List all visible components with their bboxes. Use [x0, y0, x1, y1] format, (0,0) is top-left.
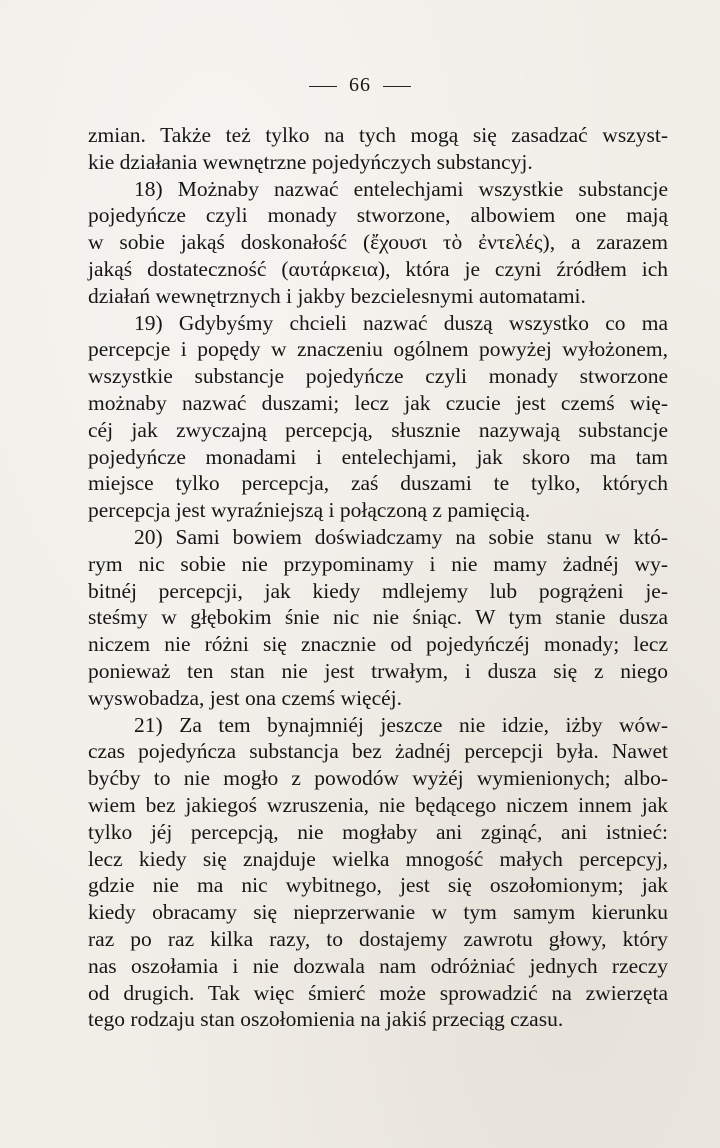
text-line: 18) Możnaby nazwać entelechjami wszystkie substancje	[134, 176, 668, 201]
text-line: 20) Sami bowiem doświadczamy na sobie stanu w któ-	[134, 524, 668, 549]
text-line: byćby to nie mogło z powodów wyżéj wymienionych; albo-	[88, 766, 668, 791]
text-line: jakąś dostateczność (αυτάρκεια), która je czyni źródłem ich	[88, 256, 668, 281]
text-line: możnaby nazwać duszami; lecz jak czucie jest czemś wię-	[88, 390, 668, 415]
text-line: lecz kiedy się znajduje wielka mnogość małych percepcyj,	[88, 846, 668, 871]
body-text	[88, 122, 668, 1033]
text-line: działań wewnętrznych i jakby bezcielesnymi automatami.	[88, 283, 586, 308]
text-line: nas oszołamia i nie dozwala nam odróżniać jednych rzeczy	[88, 953, 668, 978]
header-dash-right	[383, 86, 411, 87]
text-line: gdzie nie ma nic wybitnego, jest się oszołomionym; jak	[88, 873, 668, 898]
text-line: wyswobadza, jest ona czemś więcéj.	[88, 685, 403, 710]
text-line: bitnéj percepcji, jak kiedy mdlejemy lub pogrążeni je-	[88, 578, 668, 603]
page-number: 66	[349, 74, 371, 96]
text-line: 19) Gdybyśmy chcieli nazwać duszą wszystko co ma	[134, 310, 668, 335]
text-line: kie działania wewnętrzne pojedyńczych substancyj.	[88, 149, 533, 174]
text-line: pojedyńcze czyli monady stworzone, albowiem one mają	[88, 203, 668, 228]
text-line: ponieważ ten stan nie jest trwałym, i dusza się z niego	[88, 658, 668, 683]
text-line: od drugich. Tak więc śmierć może sprowadzić na zwierzęta	[88, 980, 668, 1005]
text-line: steśmy w głębokim śnie nic nie śniąc. W tym stanie dusza	[88, 605, 668, 630]
text-line: wiem bez jakiegoś wzruszenia, nie będącego niczem innem jak	[88, 792, 668, 817]
text-line: 21) Za tem bynajmniéj jeszcze nie idzie, iżby wów-	[134, 712, 668, 737]
text-line: kiedy obracamy się nieprzerwanie w tym samym kierunku	[88, 900, 668, 925]
text-line: tylko jéj percepcją, nie mogłaby ani zginąć, ani istnieć:	[88, 819, 668, 844]
header-dash-left	[309, 86, 337, 87]
text-line: céj jak zwyczajną percepcją, słusznie nazywają substancje	[88, 417, 668, 442]
text-line: raz po raz kilka razy, to dostajemy zawrotu głowy, który	[88, 926, 668, 951]
text-line: czas pojedyńcza substancja bez żadnéj percepcji była. Nawet	[88, 739, 668, 764]
text-line: zmian. Także też tylko na tych mogą się zasadzać wszyst-	[88, 123, 668, 147]
text-line: tego rodzaju stan oszołomienia na jakiś przeciąg czasu.	[88, 1007, 564, 1032]
text-line: pojedyńcze monadami i entelechjami, jak skoro ma tam	[88, 444, 668, 469]
text-line: percepcja jest wyraźniejszą i połączoną z pamięcią.	[88, 498, 531, 523]
text-line: percepcje i popędy w znaczeniu ogólnem powyżej wyłożonem,	[88, 337, 668, 362]
text-line: miejsce tylko percepcja, zaś duszami te tylko, których	[88, 471, 668, 496]
text-line: niczem nie różni się znacznie od pojedyńczéj monady; lecz	[88, 632, 668, 657]
text-line: rym nic sobie nie przypominamy i nie mamy żadnéj wy-	[88, 551, 668, 576]
text-line: w sobie jakąś doskonałość (ἔχουσι τὸ ἐντελές), a zarazem	[88, 230, 668, 255]
text-line: wszystkie substancje pojedyńcze czyli monady stworzone	[88, 364, 668, 389]
page-header	[0, 74, 720, 97]
